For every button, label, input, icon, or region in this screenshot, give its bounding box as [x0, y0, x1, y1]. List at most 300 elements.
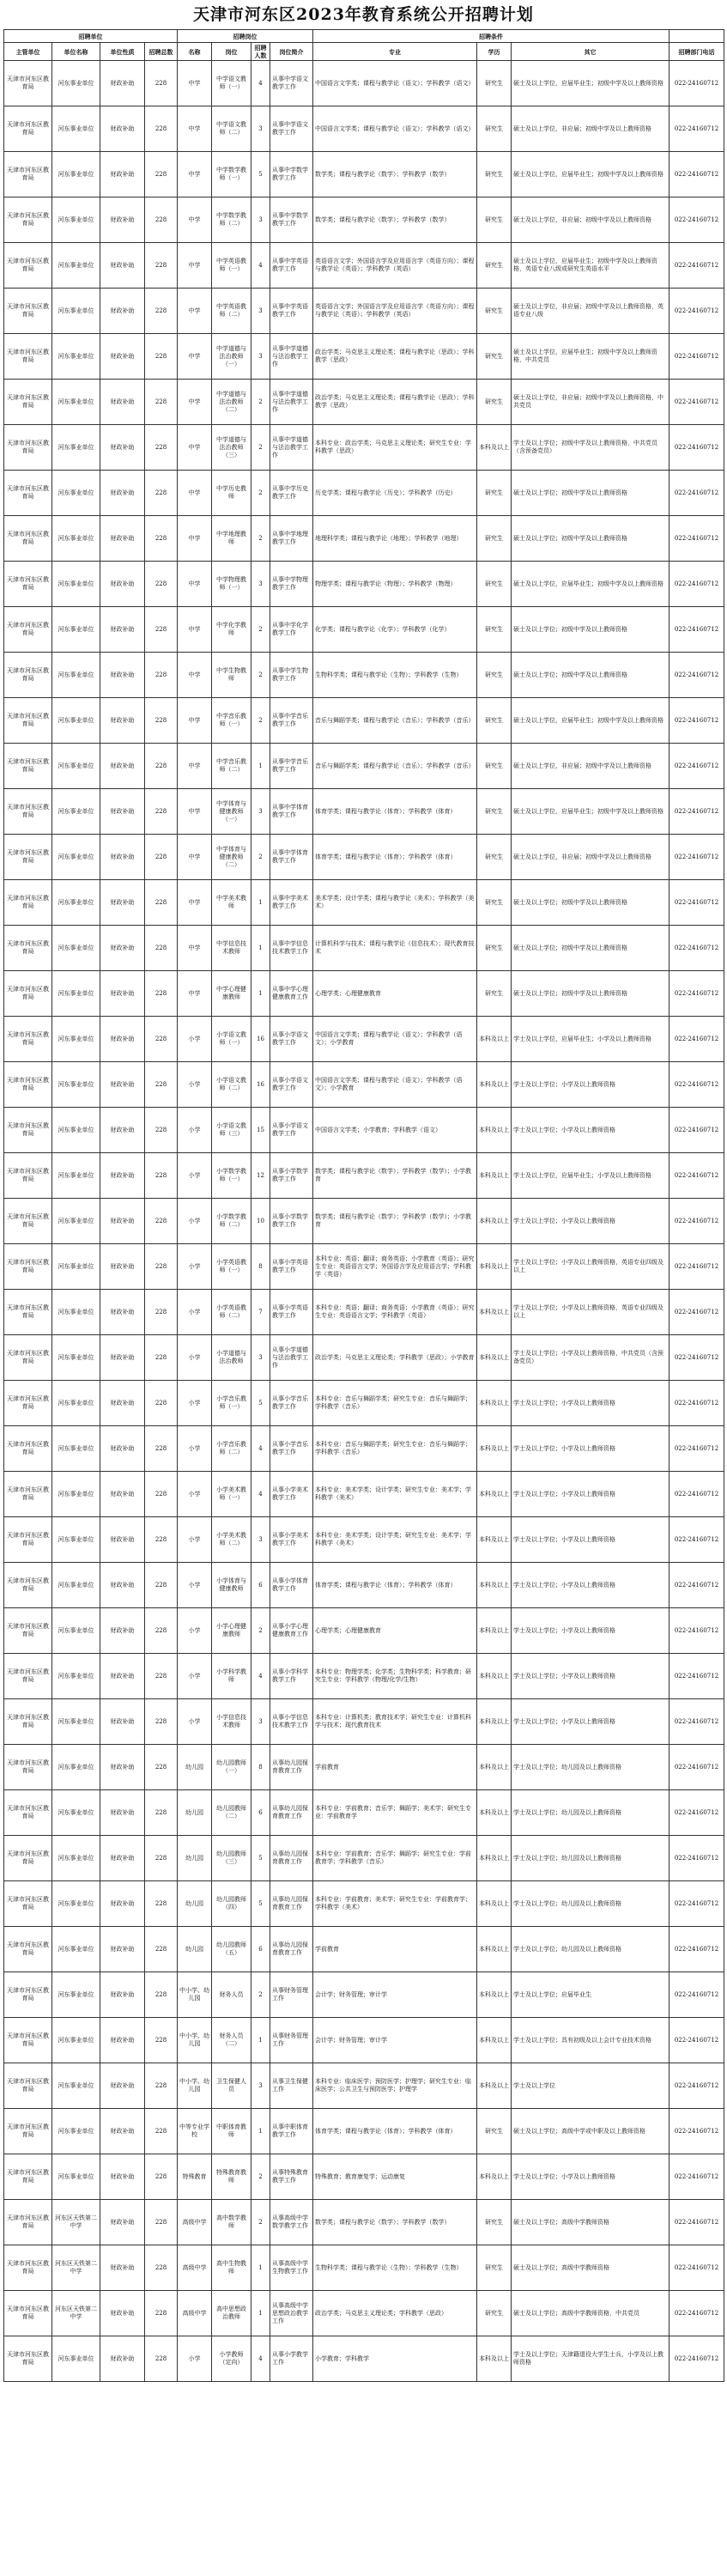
- cell-category: 小学: [178, 1199, 212, 1244]
- cell-headcount: 3: [251, 1699, 270, 1745]
- cell-major: 政治学类；马克思主义理论类；学科教学（思政）: [313, 2291, 477, 2336]
- cell-category: 幼儿园: [178, 1790, 212, 1836]
- cell-total: 228: [145, 152, 178, 197]
- cell-phone: 022-24160712: [669, 653, 724, 698]
- cell-total: 228: [145, 1654, 178, 1699]
- cell-unit-type: 财政补助: [100, 2245, 145, 2291]
- cell-total: 228: [145, 2200, 178, 2245]
- cell-post-name: 小学科学教师: [212, 1654, 251, 1699]
- cell-phone: 022-24160712: [669, 2200, 724, 2245]
- cell-headcount: 2: [251, 2200, 270, 2245]
- cell-education: 本科及以上: [477, 1017, 512, 1062]
- cell-unit-type: 财政补助: [100, 1108, 145, 1153]
- cell-total: 228: [145, 1062, 178, 1108]
- cell-phone: 022-24160712: [669, 1017, 724, 1062]
- table-row: [4, 2109, 724, 2154]
- cell-headcount: 8: [251, 1244, 270, 1290]
- cell-post-name: 中学数学教师（二）: [212, 197, 251, 243]
- table-row: [4, 926, 724, 971]
- cell-major: 数学类；课程与教学论（数学）；学科教学（数学）；小学教育: [313, 1199, 477, 1244]
- cell-post-desc: 从事财务管理工作: [270, 1972, 313, 2018]
- cell-post-name: 高中思想政治教师: [212, 2291, 251, 2336]
- cell-education: 研究生: [477, 607, 512, 653]
- cell-education: 研究生: [477, 380, 512, 425]
- cell-headcount: 2: [251, 653, 270, 698]
- cell-headcount: 1: [251, 2245, 270, 2291]
- table-row: [4, 425, 724, 471]
- cell-total: 228: [145, 2336, 178, 2382]
- cell-education: 研究生: [477, 243, 512, 289]
- cell-education: 研究生: [477, 289, 512, 334]
- cell-other: 硕士及以上学位，非应届；初级中学及以上教师资格，英语专业八级: [512, 289, 669, 334]
- cell-supervisor: 天津市河东区教育局: [4, 653, 52, 698]
- cell-headcount: 3: [251, 789, 270, 835]
- cell-phone: 022-24160712: [669, 152, 724, 197]
- cell-post-name: 小学信息技术教师: [212, 1699, 251, 1745]
- cell-unit-name: 河东事业单位: [52, 1381, 100, 1426]
- cell-major: 生物科学类；课程与教学论（生物）；学科教学（生物）: [313, 653, 477, 698]
- cell-major: 音乐与舞蹈学类；课程与教学论（音乐）；学科教学（音乐）: [313, 698, 477, 744]
- cell-supervisor: 天津市河东区教育局: [4, 334, 52, 380]
- cell-post-desc: 从事幼儿园保育教育工作: [270, 1836, 313, 1881]
- cell-education: 本科及以上: [477, 1381, 512, 1426]
- cell-major: 会计学；财务管理；审计学: [313, 2018, 477, 2063]
- cell-post-desc: 从事小学体育教学工作: [270, 1563, 313, 1608]
- cell-supervisor: 天津市河东区教育局: [4, 1199, 52, 1244]
- cell-post-desc: 从事中学数学教学工作: [270, 152, 313, 197]
- cell-unit-name: 河东事业单位: [52, 1199, 100, 1244]
- cell-unit-name: 河东事业单位: [52, 971, 100, 1017]
- cell-education: 本科及以上: [477, 1972, 512, 2018]
- cell-category: 小学: [178, 1654, 212, 1699]
- cell-phone: 022-24160712: [669, 1836, 724, 1881]
- cell-category: 中学: [178, 698, 212, 744]
- cell-phone: 022-24160712: [669, 197, 724, 243]
- table-row: [4, 1972, 724, 2018]
- cell-post-desc: 从事特殊教育教学工作: [270, 2154, 313, 2200]
- cell-education: 研究生: [477, 789, 512, 835]
- cell-headcount: 15: [251, 1108, 270, 1153]
- table-row: [4, 197, 724, 243]
- cell-post-name: 小学心理健康教师: [212, 1608, 251, 1654]
- cell-phone: 022-24160712: [669, 1745, 724, 1790]
- cell-unit-name: 河东事业单位: [52, 1972, 100, 2018]
- cell-total: 228: [145, 380, 178, 425]
- cell-other: 学士及以上学位；小学及以上教师资格，英语专业四级及以上: [512, 1244, 669, 1290]
- cell-category: 中学: [178, 289, 212, 334]
- cell-other: 学士及以上学位；小学及以上教师资格，中共党员（含预备党员）: [512, 1335, 669, 1381]
- cell-phone: 022-24160712: [669, 106, 724, 152]
- cell-other: 学士及以上学位；小学及以上教师资格: [512, 1426, 669, 1472]
- cell-education: 研究生: [477, 653, 512, 698]
- cell-major: 政治学类；马克思主义理论类；课程与教学论（思政）；学科教学（思政）: [313, 380, 477, 425]
- cell-unit-type: 财政补助: [100, 1335, 145, 1381]
- cell-education: 研究生: [477, 971, 512, 1017]
- header-cell: 招聘总数: [145, 43, 178, 61]
- cell-supervisor: 天津市河东区教育局: [4, 607, 52, 653]
- cell-headcount: 8: [251, 1745, 270, 1790]
- cell-total: 228: [145, 1790, 178, 1836]
- cell-post-name: 中学数学教师（一）: [212, 152, 251, 197]
- cell-major: 音乐与舞蹈学类；课程与教学论（音乐）；学科教学（音乐）: [313, 744, 477, 789]
- cell-major: 体育学类；课程与教学论（体育）；学科教学（体育）: [313, 789, 477, 835]
- cell-major: 本科专业：学前教育；音乐学；舞蹈学；研究生专业：学前教育学；学科教学（音乐）: [313, 1836, 477, 1881]
- cell-phone: 022-24160712: [669, 1654, 724, 1699]
- cell-education: 研究生: [477, 334, 512, 380]
- cell-other: 硕士及以上学位；高级中学教师资格: [512, 2245, 669, 2291]
- cell-total: 228: [145, 698, 178, 744]
- cell-supervisor: 天津市河东区教育局: [4, 744, 52, 789]
- cell-unit-type: 财政补助: [100, 1563, 145, 1608]
- cell-category: 幼儿园: [178, 1927, 212, 1972]
- cell-post-name: 中学音乐教师（一）: [212, 698, 251, 744]
- table-row: [4, 334, 724, 380]
- cell-category: 小学: [178, 1517, 212, 1563]
- page-title: 天津市河东区2023年教育系统公开招聘计划: [193, 5, 534, 24]
- cell-category: 小学: [178, 1699, 212, 1745]
- cell-supervisor: 天津市河东区教育局: [4, 1290, 52, 1335]
- cell-total: 228: [145, 1927, 178, 1972]
- cell-category: 中学: [178, 425, 212, 471]
- cell-category: 中学: [178, 835, 212, 880]
- cell-phone: 022-24160712: [669, 1335, 724, 1381]
- cell-supervisor: 天津市河东区教育局: [4, 1927, 52, 1972]
- cell-phone: 022-24160712: [669, 243, 724, 289]
- cell-other: 学士及以上学位；小学及以上教师资格: [512, 1108, 669, 1153]
- cell-total: 228: [145, 607, 178, 653]
- cell-total: 228: [145, 2063, 178, 2109]
- cell-post-name: 卫生保健人员: [212, 2063, 251, 2109]
- cell-post-name: 中学体育与健康教师（二）: [212, 835, 251, 880]
- cell-headcount: 2: [251, 698, 270, 744]
- cell-post-name: 中学道德与法治教师（二）: [212, 380, 251, 425]
- cell-major: 美术学类；设计学类；课程与教学论（美术）；学科教学（美术）: [313, 880, 477, 926]
- cell-headcount: 3: [251, 2063, 270, 2109]
- cell-major: 数学类；课程与教学论（数学）；学科教学（数学）: [313, 197, 477, 243]
- cell-other: 学士及以上学位；幼儿园及以上教师资格: [512, 1790, 669, 1836]
- cell-unit-type: 财政补助: [100, 2200, 145, 2245]
- cell-phone: 022-24160712: [669, 1790, 724, 1836]
- cell-education: 研究生: [477, 2200, 512, 2245]
- cell-post-name: 财务人员: [212, 1972, 251, 2018]
- cell-major: 体育学类；课程与教学论（体育）；学科教学（体育）: [313, 1563, 477, 1608]
- cell-unit-name: 河东事业单位: [52, 61, 100, 106]
- table-row: [4, 653, 724, 698]
- cell-total: 228: [145, 334, 178, 380]
- cell-headcount: 5: [251, 1836, 270, 1881]
- cell-education: 本科及以上: [477, 1699, 512, 1745]
- cell-unit-type: 财政补助: [100, 1153, 145, 1199]
- cell-unit-name: 河东事业单位: [52, 1608, 100, 1654]
- cell-headcount: 3: [251, 106, 270, 152]
- table-body: [4, 61, 724, 2382]
- cell-post-name: 幼儿园教师（一）: [212, 1745, 251, 1790]
- cell-unit-type: 财政补助: [100, 516, 145, 562]
- cell-unit-type: 财政补助: [100, 243, 145, 289]
- cell-unit-type: 财政补助: [100, 1927, 145, 1972]
- cell-post-desc: 从事小学美术教学工作: [270, 1472, 313, 1517]
- cell-supervisor: 天津市河东区教育局: [4, 1017, 52, 1062]
- cell-unit-type: 财政补助: [100, 2336, 145, 2382]
- cell-category: 中学: [178, 197, 212, 243]
- cell-major: 历史学类；课程与教学论（历史）；学科教学（历史）: [313, 471, 477, 516]
- table-row: [4, 971, 724, 1017]
- cell-category: 中小学、幼儿园: [178, 1972, 212, 2018]
- cell-unit-type: 财政补助: [100, 1745, 145, 1790]
- table-row: [4, 2245, 724, 2291]
- cell-other: 硕士及以上学位；初级中学及以上教师资格: [512, 471, 669, 516]
- header-group-unit: 招聘单位: [4, 30, 178, 43]
- cell-education: 本科及以上: [477, 1608, 512, 1654]
- cell-total: 228: [145, 61, 178, 106]
- cell-unit-name: 河东事业单位: [52, 2154, 100, 2200]
- cell-post-desc: 从事中学物理教学工作: [270, 562, 313, 607]
- cell-other: 硕士及以上学位，非应届；初级中学及以上教师资格: [512, 197, 669, 243]
- cell-major: 本科专业：政治学类；马克思主义理论类；研究生专业：学科教学（思政）: [313, 425, 477, 471]
- cell-major: 英语语言文学；外国语言学及应用语言学（英语方向）；课程与教学论（英语）；学科教学（英语）: [313, 289, 477, 334]
- cell-unit-name: 河东事业单位: [52, 1062, 100, 1108]
- cell-supervisor: 天津市河东区教育局: [4, 2245, 52, 2291]
- cell-education: 本科及以上: [477, 2154, 512, 2200]
- cell-unit-type: 财政补助: [100, 2154, 145, 2200]
- table-row: [4, 1381, 724, 1426]
- cell-education: 本科及以上: [477, 1881, 512, 1927]
- cell-unit-type: 财政补助: [100, 1608, 145, 1654]
- cell-education: 研究生: [477, 880, 512, 926]
- cell-category: 幼儿园: [178, 1836, 212, 1881]
- cell-major: 本科专业：计算机类；教育技术学；研究生专业：计算机科学与技术；现代教育技术: [313, 1699, 477, 1745]
- cell-other: 学士及以上学位；应届毕业生: [512, 1972, 669, 2018]
- header-cell: 学历: [477, 43, 512, 61]
- cell-unit-type: 财政补助: [100, 106, 145, 152]
- table-row: [4, 1472, 724, 1517]
- cell-supervisor: 天津市河东区教育局: [4, 1426, 52, 1472]
- cell-category: 小学: [178, 1017, 212, 1062]
- cell-post-name: 小学数学教师（一）: [212, 1153, 251, 1199]
- cell-phone: 022-24160712: [669, 1381, 724, 1426]
- cell-headcount: 4: [251, 61, 270, 106]
- cell-education: 研究生: [477, 744, 512, 789]
- cell-unit-type: 财政补助: [100, 2291, 145, 2336]
- cell-post-name: 中学音乐教师（二）: [212, 744, 251, 789]
- cell-category: 中学: [178, 106, 212, 152]
- cell-unit-type: 财政补助: [100, 425, 145, 471]
- cell-unit-type: 财政补助: [100, 380, 145, 425]
- cell-supervisor: 天津市河东区教育局: [4, 971, 52, 1017]
- table-row: [4, 1426, 724, 1472]
- cell-headcount: 12: [251, 1153, 270, 1199]
- cell-headcount: 5: [251, 1381, 270, 1426]
- cell-unit-type: 财政补助: [100, 1017, 145, 1062]
- cell-total: 228: [145, 2154, 178, 2200]
- cell-total: 228: [145, 425, 178, 471]
- header-cell: 其它: [512, 43, 669, 61]
- cell-total: 228: [145, 1836, 178, 1881]
- cell-post-desc: 从事中学生物教学工作: [270, 653, 313, 698]
- cell-category: 小学: [178, 1381, 212, 1426]
- cell-post-name: 小学语文教师（三）: [212, 1108, 251, 1153]
- table-row: [4, 61, 724, 106]
- cell-unit-name: 河东事业单位: [52, 197, 100, 243]
- cell-other: 学士及以上学位；天津籍退役大学生士兵，小学及以上教师资格: [512, 2336, 669, 2382]
- cell-major: 本科专业：音乐与舞蹈学类；研究生专业：音乐与舞蹈学；学科教学（音乐）: [313, 1426, 477, 1472]
- cell-post-desc: 从事高级中学生物教学工作: [270, 2245, 313, 2291]
- cell-phone: 022-24160712: [669, 1517, 724, 1563]
- cell-supervisor: 天津市河东区教育局: [4, 2018, 52, 2063]
- cell-post-name: 中学物理教师（一）: [212, 562, 251, 607]
- cell-phone: 022-24160712: [669, 61, 724, 106]
- cell-post-name: 中学信息技术教师: [212, 926, 251, 971]
- cell-category: 中学: [178, 152, 212, 197]
- cell-major: 本科专业：美术学类；设计学类；研究生专业：美术学；学科教学（美术）: [313, 1517, 477, 1563]
- cell-category: 中学: [178, 789, 212, 835]
- cell-other: 学士及以上学位；小学及以上教师资格: [512, 1563, 669, 1608]
- cell-major: 数学类；课程与教学论（数学）；学科教学（数学）；小学教育: [313, 1153, 477, 1199]
- cell-supervisor: 天津市河东区教育局: [4, 1153, 52, 1199]
- cell-supervisor: 天津市河东区教育局: [4, 243, 52, 289]
- cell-headcount: 10: [251, 1199, 270, 1244]
- cell-category: 中小学、幼儿园: [178, 2063, 212, 2109]
- cell-education: 本科及以上: [477, 2063, 512, 2109]
- cell-phone: 022-24160712: [669, 2109, 724, 2154]
- cell-post-desc: 从事小学美术教学工作: [270, 1517, 313, 1563]
- cell-post-name: 高中生物教师: [212, 2245, 251, 2291]
- table-row: [4, 471, 724, 516]
- cell-post-name: 幼儿园教师（二）: [212, 1790, 251, 1836]
- cell-post-desc: 从事小学教学工作: [270, 2336, 313, 2382]
- cell-phone: 022-24160712: [669, 2291, 724, 2336]
- cell-education: 本科及以上: [477, 1927, 512, 1972]
- header-cell: 单位名称: [52, 43, 100, 61]
- cell-other: 学士及以上学位；小学及以上教师资格: [512, 1062, 669, 1108]
- cell-major: 学前教育: [313, 1927, 477, 1972]
- cell-post-desc: 从事小学英语教学工作: [270, 1290, 313, 1335]
- cell-category: 中学: [178, 516, 212, 562]
- cell-other: 硕士及以上学位；高级中学教师资格，中共党员: [512, 2291, 669, 2336]
- cell-unit-name: 河东事业单位: [52, 289, 100, 334]
- cell-category: 中学: [178, 334, 212, 380]
- cell-category: 幼儿园: [178, 1745, 212, 1790]
- cell-other: 学士及以上学位；幼儿园及以上教师资格: [512, 1881, 669, 1927]
- cell-post-desc: 从事中学信息技术教学工作: [270, 926, 313, 971]
- cell-phone: 022-24160712: [669, 698, 724, 744]
- cell-unit-name: 河东事业单位: [52, 334, 100, 380]
- cell-unit-type: 财政补助: [100, 1654, 145, 1699]
- cell-unit-type: 财政补助: [100, 653, 145, 698]
- cell-category: 中学: [178, 562, 212, 607]
- cell-other: 硕士及以上学位，应届毕业生；初级中学及以上教师资格，英语专业八级或研究生英语水平: [512, 243, 669, 289]
- cell-unit-type: 财政补助: [100, 926, 145, 971]
- cell-total: 228: [145, 289, 178, 334]
- cell-phone: 022-24160712: [669, 1244, 724, 1290]
- cell-unit-type: 财政补助: [100, 562, 145, 607]
- cell-total: 228: [145, 2109, 178, 2154]
- cell-post-desc: 从事小学数学教学工作: [270, 1153, 313, 1199]
- cell-category: 中学: [178, 926, 212, 971]
- cell-post-desc: 从事中学英语教学工作: [270, 289, 313, 334]
- cell-major: 本科专业：英语；翻译；商务英语；小学教育（英语）；研究生专业：英语语言文学；外国语言学及应用语言学；学科教学（英语）: [313, 1244, 477, 1290]
- cell-major: 中国语言文学类；小学教育；学科教学（语文）: [313, 1108, 477, 1153]
- cell-unit-name: 河东事业单位: [52, 1108, 100, 1153]
- cell-education: 本科及以上: [477, 1790, 512, 1836]
- cell-total: 228: [145, 1153, 178, 1199]
- cell-supervisor: 天津市河东区教育局: [4, 2291, 52, 2336]
- cell-post-desc: 从事中学历史教学工作: [270, 471, 313, 516]
- cell-headcount: 4: [251, 1472, 270, 1517]
- cell-total: 228: [145, 1472, 178, 1517]
- cell-post-desc: 从事中学数学教学工作: [270, 197, 313, 243]
- cell-unit-type: 财政补助: [100, 471, 145, 516]
- table-row: [4, 1654, 724, 1699]
- cell-post-name: 幼儿园教师（五）: [212, 1927, 251, 1972]
- cell-other: 学士及以上学位；小学及以上教师资格: [512, 1654, 669, 1699]
- cell-unit-name: 河东事业单位: [52, 425, 100, 471]
- cell-post-name: 小学美术教师（一）: [212, 1472, 251, 1517]
- table-row: [4, 243, 724, 289]
- table-row: [4, 698, 724, 744]
- cell-total: 228: [145, 471, 178, 516]
- cell-category: 小学: [178, 1472, 212, 1517]
- cell-phone: 022-24160712: [669, 1563, 724, 1608]
- cell-total: 228: [145, 2245, 178, 2291]
- cell-other: 硕士及以上学位；初级中学及以上教师资格: [512, 516, 669, 562]
- cell-other: 硕士及以上学位，应届毕业生；初级中学及以上教师资格: [512, 562, 669, 607]
- cell-unit-type: 财政补助: [100, 334, 145, 380]
- cell-supervisor: 天津市河东区教育局: [4, 1654, 52, 1699]
- cell-post-name: 中学道德与法治教师（三）: [212, 425, 251, 471]
- cell-headcount: 5: [251, 152, 270, 197]
- cell-unit-type: 财政补助: [100, 1381, 145, 1426]
- cell-education: 本科及以上: [477, 1290, 512, 1335]
- cell-unit-name: 河东事业单位: [52, 926, 100, 971]
- cell-phone: 022-24160712: [669, 2018, 724, 2063]
- cell-unit-type: 财政补助: [100, 1062, 145, 1108]
- cell-unit-type: 财政补助: [100, 607, 145, 653]
- cell-education: 本科及以上: [477, 2336, 512, 2382]
- cell-supervisor: 天津市河东区教育局: [4, 1381, 52, 1426]
- cell-supervisor: 天津市河东区教育局: [4, 1244, 52, 1290]
- cell-category: 中学: [178, 380, 212, 425]
- cell-phone: 022-24160712: [669, 1972, 724, 2018]
- table-row: [4, 1563, 724, 1608]
- cell-post-desc: 从事小学道德与法治教学工作: [270, 1335, 313, 1381]
- cell-education: 本科及以上: [477, 1199, 512, 1244]
- cell-unit-type: 财政补助: [100, 1290, 145, 1335]
- cell-post-desc: 从事中学化学教学工作: [270, 607, 313, 653]
- table-row: [4, 380, 724, 425]
- cell-major: 中国语言文学类；课程与教学论（语文）；学科教学（语文）；小学教育: [313, 1017, 477, 1062]
- cell-unit-type: 财政补助: [100, 698, 145, 744]
- cell-major: 特殊教育；教育康复学；运动康复: [313, 2154, 477, 2200]
- cell-major: 本科专业：美术学类；设计学类；研究生专业：美术学；学科教学（美术）: [313, 1472, 477, 1517]
- cell-phone: 022-24160712: [669, 2245, 724, 2291]
- cell-supervisor: 天津市河东区教育局: [4, 1699, 52, 1745]
- cell-unit-name: 河东事业单位: [52, 835, 100, 880]
- cell-other: 硕士及以上学位，非应届；初级中学及以上教师资格，中共党员: [512, 380, 669, 425]
- cell-other: 硕士及以上学位；高级中学教师资格: [512, 2200, 669, 2245]
- cell-post-name: 小学美术教师（二）: [212, 1517, 251, 1563]
- cell-total: 228: [145, 243, 178, 289]
- cell-total: 228: [145, 926, 178, 971]
- cell-major: 中国语言文学类；课程与教学论（语文）；学科教学（语文）；小学教育: [313, 1062, 477, 1108]
- cell-phone: 022-24160712: [669, 2154, 724, 2200]
- cell-post-desc: 从事中学体育教学工作: [270, 789, 313, 835]
- cell-headcount: 1: [251, 926, 270, 971]
- cell-phone: 022-24160712: [669, 1290, 724, 1335]
- cell-post-name: 中职体育教师: [212, 2109, 251, 2154]
- cell-education: 本科及以上: [477, 1153, 512, 1199]
- header-cell: 主管单位: [4, 43, 52, 61]
